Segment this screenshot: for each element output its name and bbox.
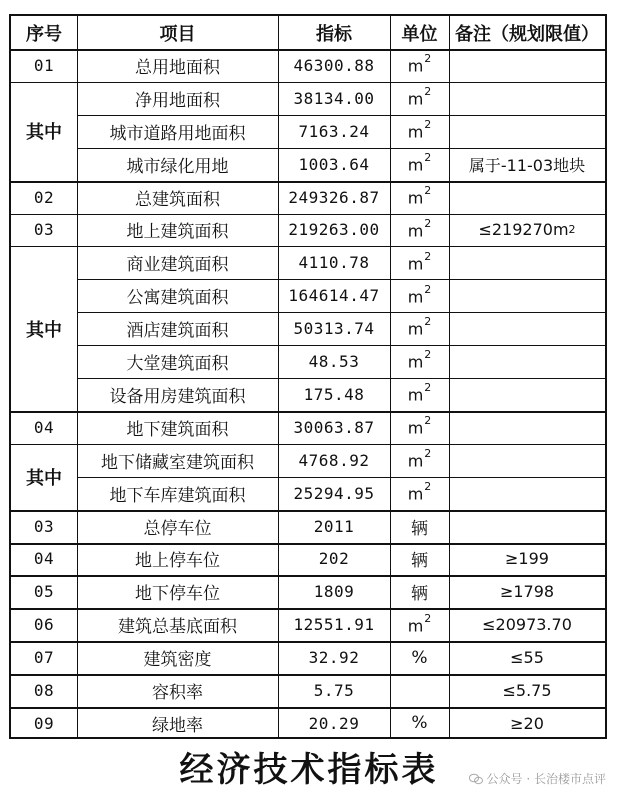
unit-square-meter: $m^2$ <box>407 381 432 405</box>
row-value: 249326.87 <box>288 187 380 207</box>
row-number: 05 <box>33 582 55 602</box>
row-item: 总建筑面积 <box>135 189 220 210</box>
row-unit <box>390 608 449 641</box>
unit-square-meter: $m^2$ <box>407 249 432 273</box>
row-value: 164614.47 <box>288 286 380 306</box>
row-item: 净用地面积 <box>135 90 220 111</box>
wechat-icon <box>469 773 483 785</box>
row-item: 总用地面积 <box>135 57 220 78</box>
row-value: 12551.91 <box>293 615 375 635</box>
row-value: 20.29 <box>308 713 360 733</box>
row-unit <box>390 115 449 148</box>
row-number: 02 <box>33 187 55 207</box>
row-item: 地下车库建筑面积 <box>109 485 246 506</box>
row-unit <box>390 214 449 247</box>
row-unit: 辆 <box>411 518 428 539</box>
row-value: 50313.74 <box>293 319 375 339</box>
row-unit <box>390 345 449 378</box>
row-value: 4110.78 <box>298 253 370 273</box>
unit-square-meter: $m^2$ <box>407 216 432 241</box>
watermark <box>469 770 606 787</box>
row-item: 设备用房建筑面积 <box>109 386 246 407</box>
row-unit <box>390 411 449 444</box>
row-unit: % <box>411 647 428 668</box>
row-note: ≤55 <box>510 648 544 668</box>
row-unit <box>390 444 449 477</box>
row-item: 建筑总基底面积 <box>118 617 237 638</box>
row-value: 1003.64 <box>298 154 370 174</box>
row-item: 建筑密度 <box>143 650 212 671</box>
row-unit <box>390 279 449 312</box>
row-item: 商业建筑面积 <box>126 255 229 276</box>
row-item: 地下停车位 <box>135 584 220 605</box>
row-unit: 辆 <box>411 551 428 572</box>
row-note: ≤219270m 2 <box>478 220 576 240</box>
table-title: 经济技术指标表 <box>179 749 439 790</box>
row-unit <box>390 477 449 510</box>
row-number: 06 <box>33 615 55 635</box>
row-value: 7163.24 <box>298 121 370 141</box>
group-label: 其中 <box>26 319 62 341</box>
unit-square-meter: $m^2$ <box>407 479 432 504</box>
row-value: 175.48 <box>303 384 365 404</box>
row-number: 07 <box>33 648 55 668</box>
row-value: 5.75 <box>313 681 355 701</box>
row-note: ≥1798 <box>499 582 555 602</box>
row-value: 202 <box>318 549 350 569</box>
row-unit <box>390 312 449 345</box>
row-unit <box>390 378 449 411</box>
row-unit <box>390 674 449 707</box>
row-item: 地上停车位 <box>135 551 220 572</box>
row-unit <box>390 82 449 115</box>
row-item: 城市道路用地面积 <box>109 123 246 144</box>
row-number: 04 <box>33 417 55 437</box>
unit-square-meter: $m^2$ <box>407 118 432 142</box>
row-value: 25294.95 <box>293 483 375 503</box>
row-item: 地上建筑面积 <box>126 222 229 243</box>
header-no: 序号 <box>26 23 62 45</box>
row-number: 08 <box>33 681 55 701</box>
row-unit <box>390 148 449 181</box>
unit-square-meter: $m^2$ <box>407 611 432 635</box>
header-value: 指标 <box>316 23 352 45</box>
row-value: 1809 <box>313 582 355 602</box>
row-item: 地下储藏室建筑面积 <box>101 452 254 473</box>
row-unit <box>390 181 449 214</box>
unit-square-meter: $m^2$ <box>407 348 432 372</box>
row-number: 01 <box>33 55 55 75</box>
row-item: 大堂建筑面积 <box>126 354 229 375</box>
row-item: 容积率 <box>152 683 203 704</box>
group-label: 其中 <box>26 122 62 144</box>
row-number: 04 <box>33 549 55 569</box>
header-note: 备注（规划限值） <box>455 23 599 45</box>
row-unit: 辆 <box>411 584 428 605</box>
unit-square-meter: $m^2$ <box>407 414 432 438</box>
row-note-text: ≤219270m <box>478 220 569 240</box>
row-value: 48.53 <box>308 352 360 372</box>
row-unit <box>390 49 449 82</box>
row-value: 2011 <box>313 516 355 536</box>
row-note: ≥199 <box>505 549 549 569</box>
unit-square-meter: $m^2$ <box>407 52 432 76</box>
unit-square-meter: $m^2$ <box>407 85 432 109</box>
row-number: 03 <box>33 220 55 240</box>
header-item: 项目 <box>159 23 196 45</box>
unit-square-meter: $m^2$ <box>407 183 432 208</box>
row-value: 32.92 <box>308 648 360 668</box>
row-note: ≥20 <box>510 713 544 733</box>
row-item: 城市绿化用地 <box>126 156 229 177</box>
header-unit: 单位 <box>401 23 438 45</box>
unit-square-meter: $m^2$ <box>407 447 432 471</box>
row-value: 46300.88 <box>293 55 375 75</box>
row-value: 38134.00 <box>293 88 375 108</box>
group-label: 其中 <box>26 467 62 489</box>
row-note: ≤5.75 <box>502 681 552 701</box>
unit-square-meter: $m^2$ <box>407 282 432 306</box>
row-value: 4768.92 <box>298 450 370 470</box>
row-value: 30063.87 <box>293 417 375 437</box>
row-item: 酒店建筑面积 <box>126 321 229 342</box>
row-unit: % <box>411 713 428 734</box>
row-note: 属于-11-03地块 <box>468 155 586 175</box>
row-item: 绿地率 <box>152 715 203 736</box>
row-item: 地下建筑面积 <box>126 419 229 440</box>
row-unit <box>390 246 449 279</box>
row-note: ≤20973.70 <box>482 615 572 635</box>
row-number: 09 <box>33 713 55 733</box>
row-number: 03 <box>33 516 55 536</box>
unit-square-meter: $m^2$ <box>407 315 432 339</box>
unit-square-meter: $m^2$ <box>407 150 432 175</box>
row-item: 总停车位 <box>143 518 212 539</box>
indicator-table <box>9 14 607 739</box>
row-value: 219263.00 <box>288 220 380 240</box>
watermark-text: 公众号 · 长治楼市点评 <box>486 772 606 786</box>
row-item: 公寓建筑面积 <box>126 288 229 309</box>
